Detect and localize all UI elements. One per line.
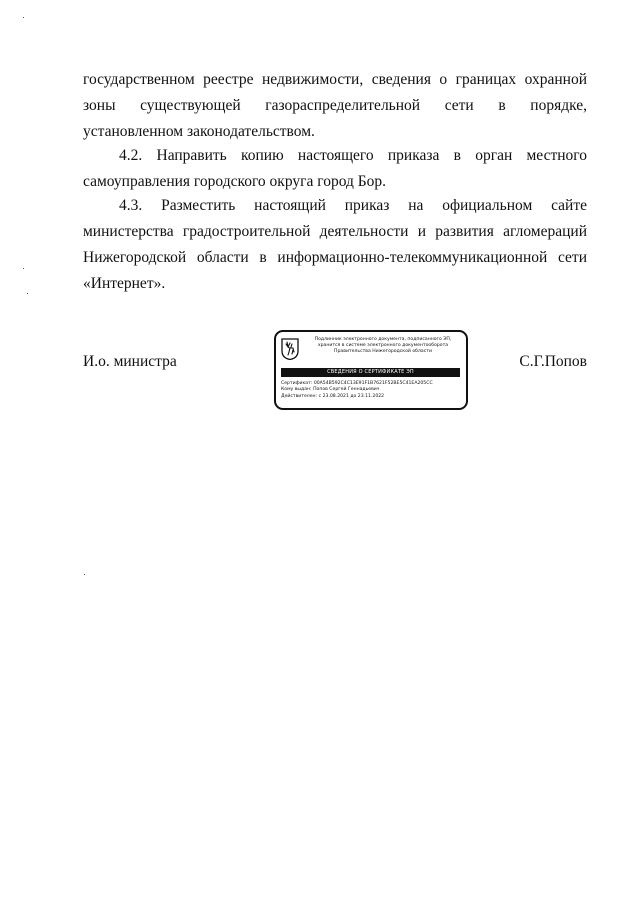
- electronic-signature-stamp: [274, 330, 468, 410]
- certificate-details: [281, 381, 463, 400]
- certificate-label: Сертификат:: [281, 381, 313, 386]
- validity-row: [281, 394, 463, 400]
- validity-value: с 23.08.2021 до 23.11.2022: [318, 393, 385, 399]
- scan-speck: [23, 17, 24, 18]
- scan-speck: [23, 268, 24, 269]
- stamp-header: [301, 337, 465, 355]
- scan-speck: [27, 293, 28, 294]
- validity-label: Действителен:: [281, 393, 318, 399]
- paragraph-4-3: 4.3. Разместить настоящий приказ на официальном сайте министерства градостроительной деятельности и развития агломераций Нижегородской области в информационно-телекоммуникационной сети «Интернет».: [83, 197, 587, 292]
- scan-speck: [84, 574, 85, 575]
- paragraph-continuation: государственном реестре недвижимости, сведения о границах охранной зоны существующей газораспределительной сети в порядке, установленном законодательством.: [83, 71, 587, 140]
- nizhny-novgorod-deer-emblem-icon: [281, 338, 299, 360]
- issued-to-label: Кому выдан:: [281, 387, 312, 393]
- stamp-header-line: Правительства Нижегородской области: [334, 349, 432, 354]
- stamp-header-line: хранится в системе электронного документооборота: [317, 343, 449, 348]
- certificate-value: 00A54B592C4C13E91F1B7621F52BE5C41EA205CC: [313, 381, 433, 386]
- paragraph-4-2: 4.2. Направить копию настоящего приказа в орган местного самоуправления городского округа город Бор.: [83, 147, 587, 190]
- signatory-name: С.Г.Попов: [519, 353, 587, 370]
- certificate-info-title: СВЕДЕНИЯ О СЕРТИФИКАТЕ ЭП: [281, 368, 460, 377]
- signatory-position: И.о. министра: [83, 353, 177, 370]
- issued-to-value: Попов Сергей Геннадьевич: [313, 387, 380, 393]
- stamp-header-line: Подлинник электронного документа, подписанного ЭП,: [314, 337, 452, 342]
